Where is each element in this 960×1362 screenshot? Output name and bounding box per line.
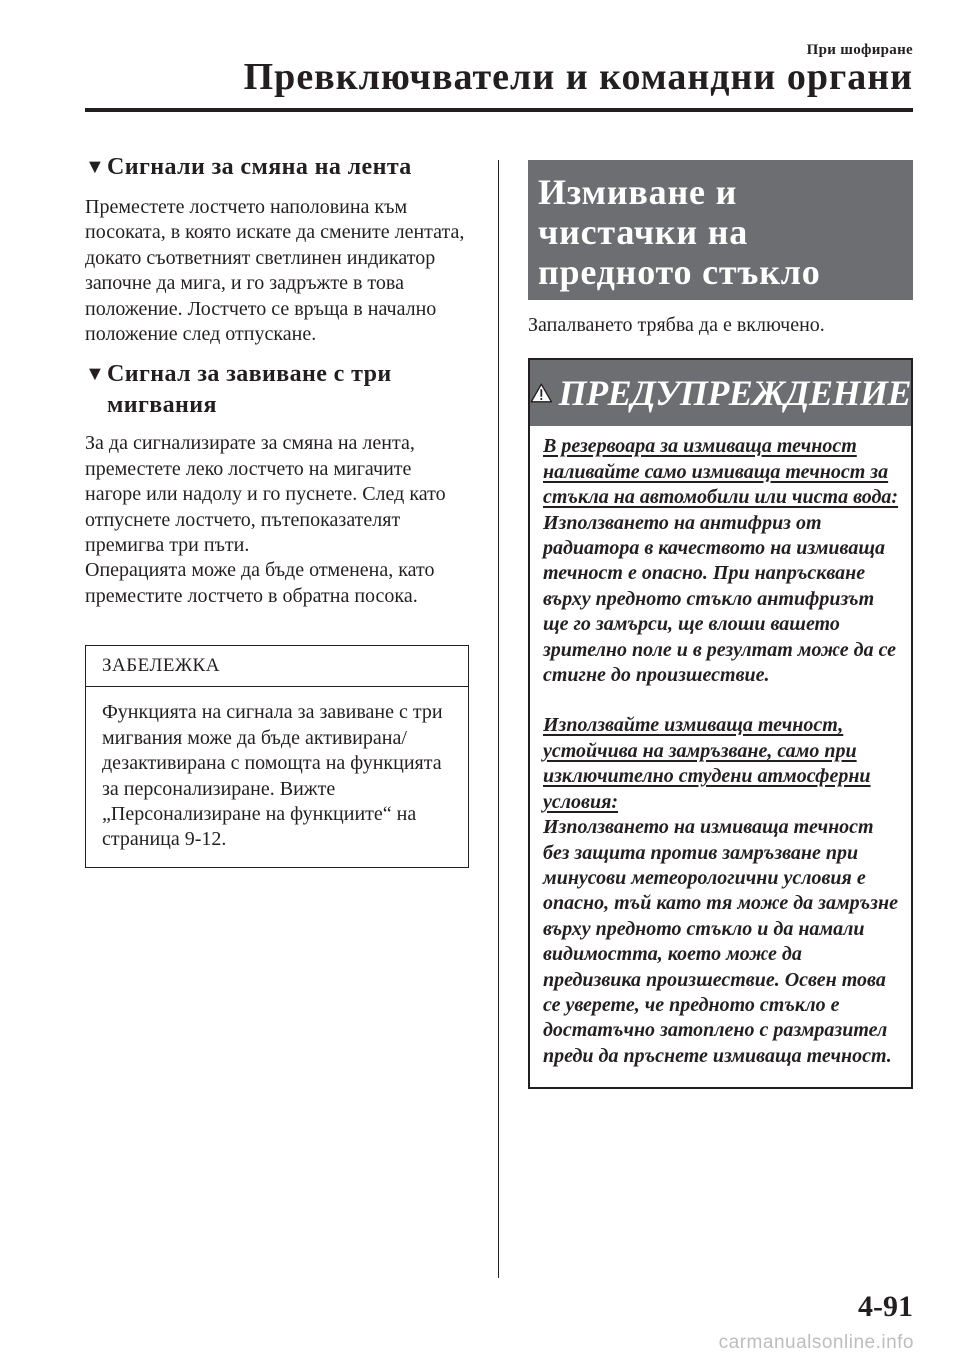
warning-1-lead: В резервоара за измиваща течност наливайте само измиваща течност за стъкла на автомобили или чиста вода: — [543, 435, 899, 509]
triangle-bullet-icon: ▼ — [85, 363, 106, 386]
heading-line-2: мигвания — [107, 392, 217, 419]
section-banner — [528, 160, 913, 300]
warning-2-lead: Използвайте измиваща течност, устойчива на замръзване, само при изключително студени атмосферни условия: — [543, 714, 871, 813]
warning-box — [528, 358, 913, 1089]
ignition-note: Запалването трябва да е включено. — [528, 314, 825, 336]
section-heading-lane-change — [85, 152, 469, 183]
banner-line-1: Измиване и чистачки на — [538, 172, 749, 252]
column-divider — [498, 160, 499, 1278]
warning-triangle-icon — [530, 377, 553, 409]
running-header-title: Превключватели и командни органи — [243, 56, 913, 98]
cancel-paragraph: Операцията може да бъде отменена, като преместите лостчето в обратна посока. — [85, 559, 435, 607]
section-heading-three-flash — [85, 359, 469, 421]
lane-change-paragraph: Преместете лостчето наполовина към посоката, в която искате да смените лентата, докато съответният светлинен индикатор започне да мига, и го задръжте в това положение. Лостчето се връща в начално положение след отпускане. — [85, 196, 465, 346]
header-rule — [85, 108, 913, 112]
heading-text — [107, 359, 392, 421]
warning-title: ПРЕДУПРЕЖДЕНИЕ — [558, 373, 911, 414]
heading-line-1: Сигнал за завиване с три — [107, 361, 392, 388]
right-column — [528, 160, 913, 1089]
note-box — [85, 645, 469, 867]
warning-1-text: Използването на антифриз от радиатора в качеството на измиваща течност е опасно. При напръскване върху предното стъкло антифризът ще го замърси, ще влоши вашето зрително поле и в резултат може да се стигне до произшествие. — [543, 511, 897, 687]
triangle-bullet-icon: ▼ — [85, 156, 106, 178]
left-column — [85, 152, 469, 868]
banner-line-2: предното стъкло — [538, 252, 821, 292]
warning-body — [530, 426, 911, 1087]
note-title: ЗАБЕЛЕЖКА — [86, 646, 468, 687]
three-flash-paragraph: За да сигнализирате за смяна на лента, преместете леко лостчето на мигачите нагоре или надолу и го пуснете. След като отпуснете лостчето, пътепоказателят премигва три пъти. — [85, 432, 446, 557]
heading-text: Сигнали за смяна на лента — [107, 154, 412, 180]
warning-header — [530, 360, 911, 426]
page-number: 4-91 — [858, 1290, 913, 1323]
watermark: carmanualsonline.info — [718, 1332, 914, 1353]
note-text: Функцията на сигнала за завиване с три мигвания може да бъде активирана/дезактивирана с помощта на функцията за персонализиране. Вижте „Персонализиране на функциите“ на страница 9-12. — [102, 701, 443, 851]
running-header-section: При шофиране — [806, 42, 913, 58]
warning-2-text: Използването на измиваща течност без защита против замръзване при минусови метеорологични условия е опасно, тъй като тя може да замръзне върху предното стъкло и да намали видимостта, което може да предизвика произшествие. Освен това се уверете, че предното стъкло е достатъчно затоплено с размразител преди да пръснете измиваща течност. — [543, 816, 898, 1067]
spacer — [543, 688, 901, 713]
